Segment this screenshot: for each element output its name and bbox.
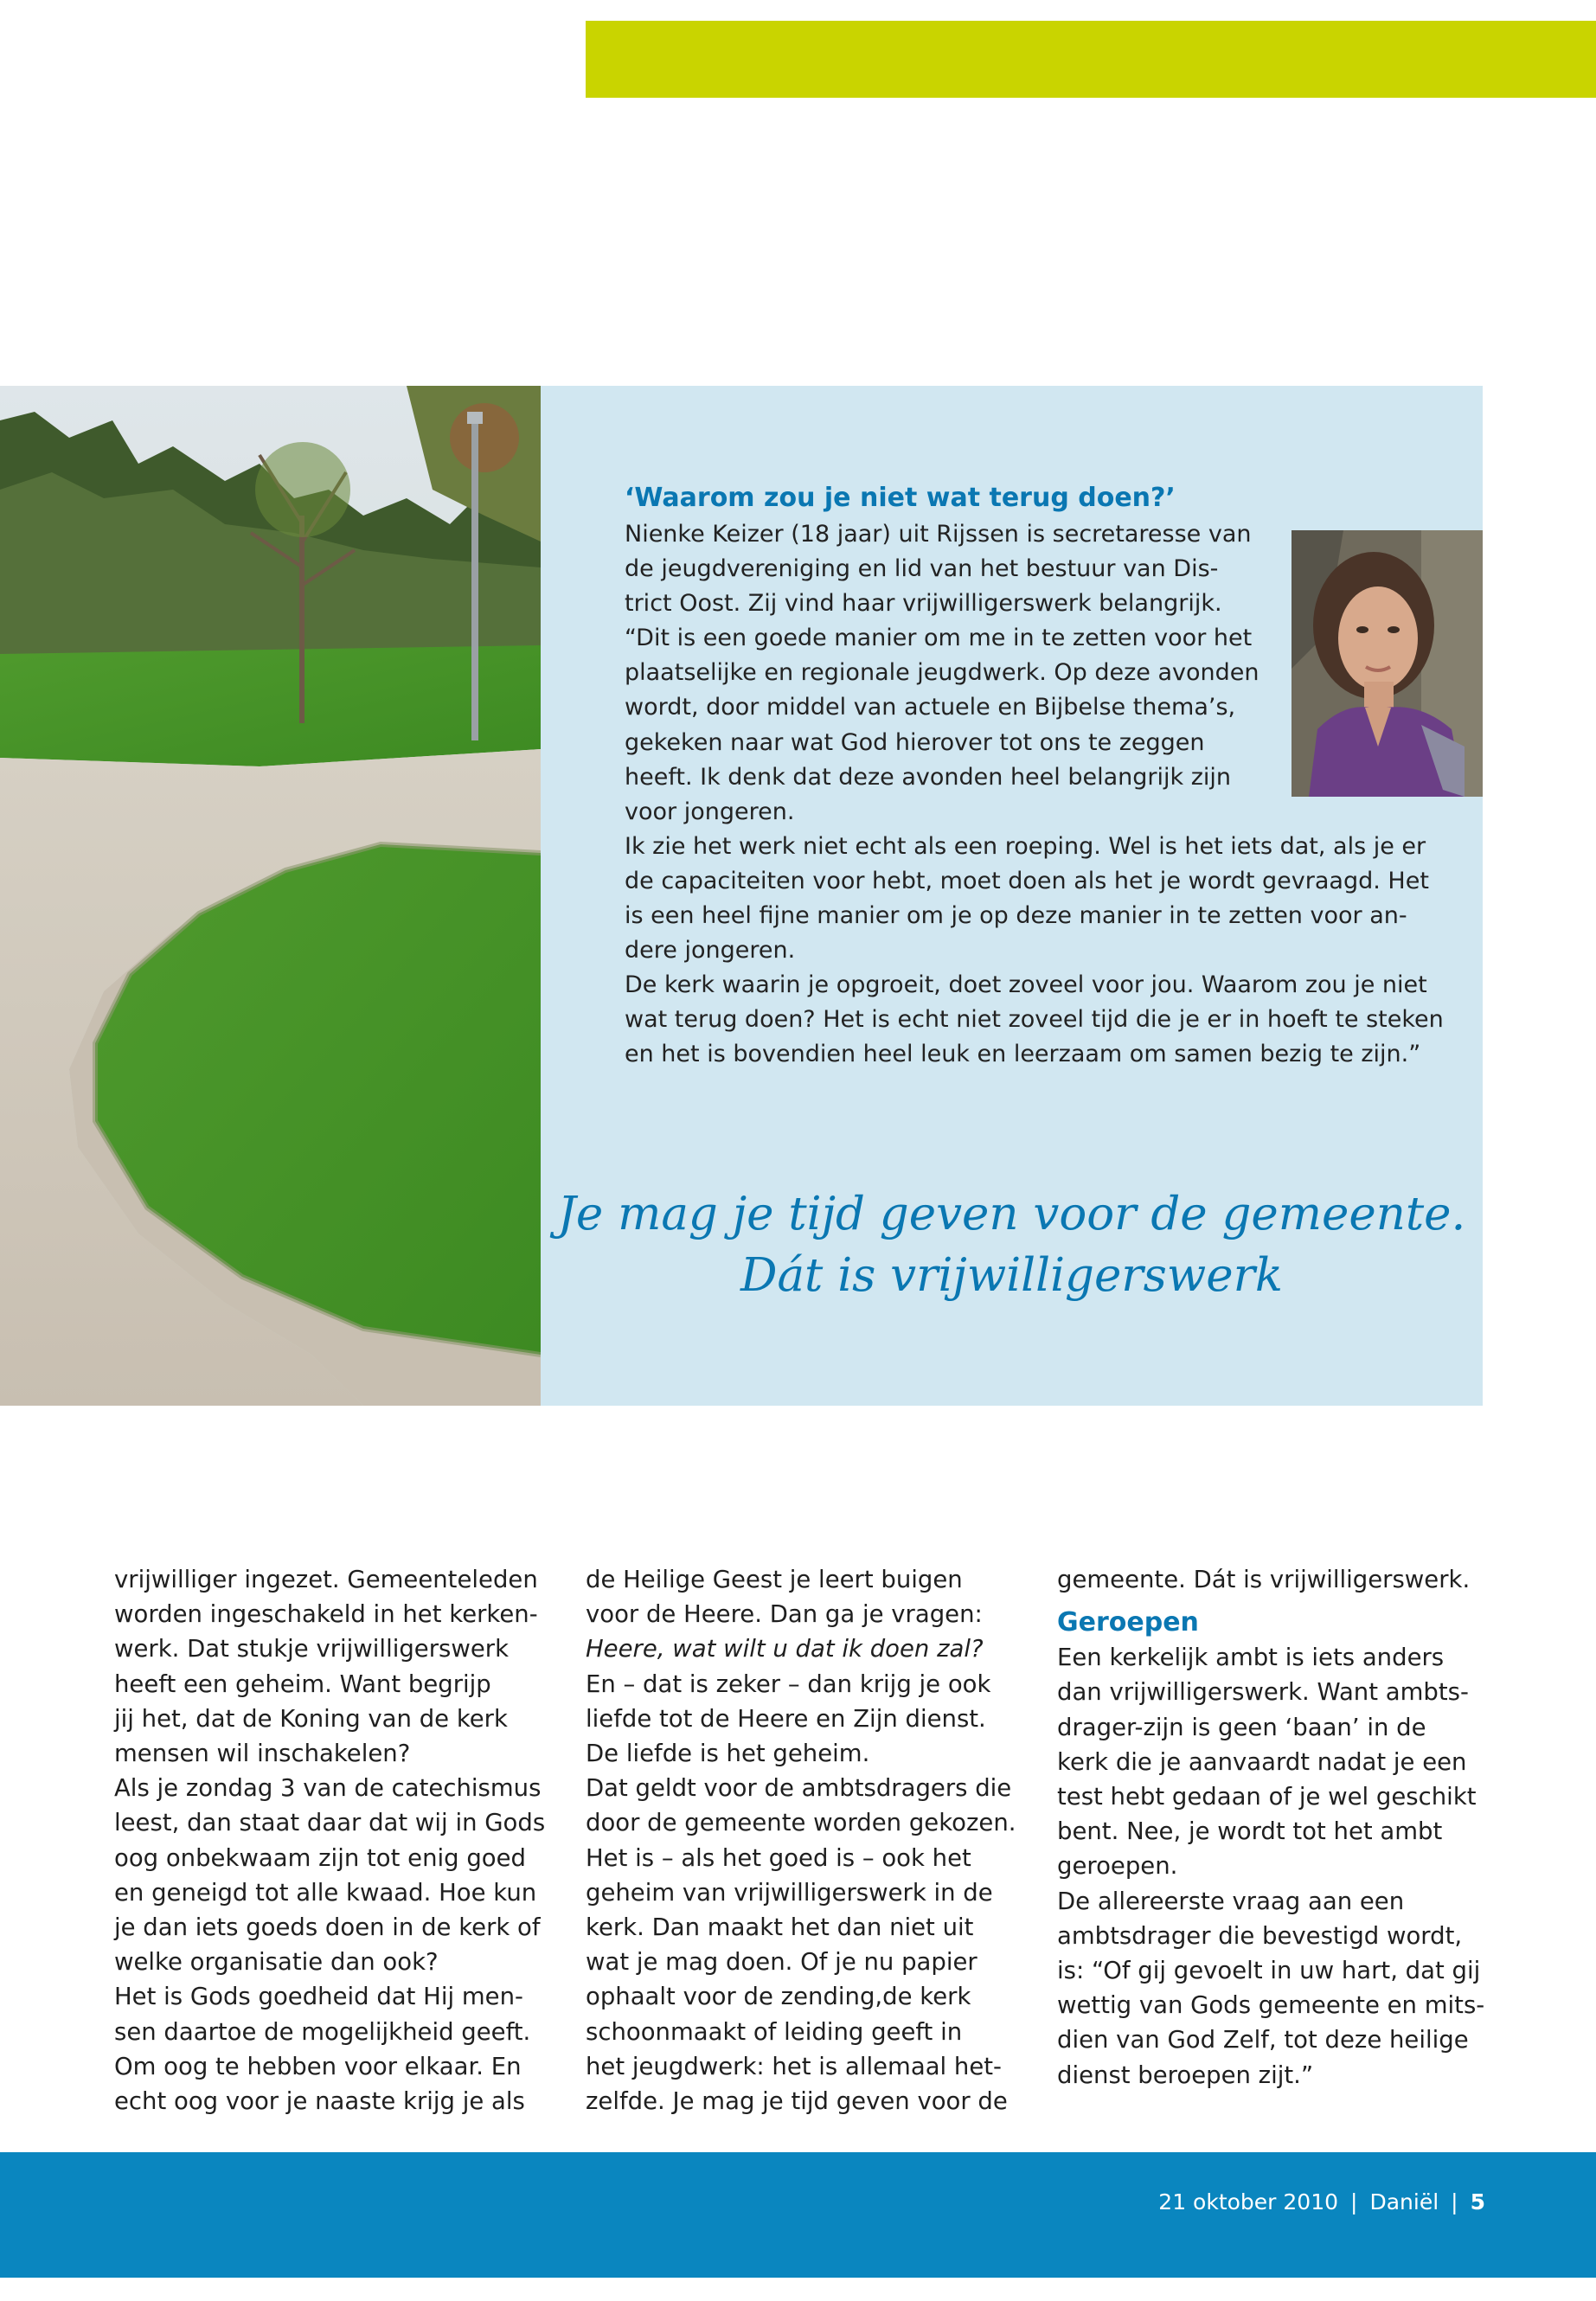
section-heading-geroepen: Geroepen (1057, 1607, 1199, 1638)
footer-separator-2: | (1451, 2189, 1458, 2214)
portrait-photo (1292, 530, 1483, 797)
article-column-3: gemeente. Dát is vrijwilligerswerk. Geroepen Een kerkelijk ambt is iets anders dan vrijwilligerswerk. Want ambts- drager-zijn is geen ‘baan’ in de kerk die je aanvaardt nadat je een test hebt gedaan of je wel geschikt bent. Nee, je wordt tot het ambt geroepen. De allereerste vraag aan een ambtsdrager die bevestigd wordt, is: “Of gij gevoelt in uw hart, dat gij wettig van Gods gemeente en mits- dien van God Zelf, tot deze heilige dienst beroepen zijt.” (1057, 1566, 1485, 2089)
article-column-1: vrijwilliger ingezet. Gemeenteleden worden ingeschakeld in het kerken- werk. Dat stukje vrijwilligerswerk heeft een geheim. Want begrijp jij het, dat de Koning van de kerk mensen wil inschakelen? Als je zondag 3 van de catechismus leest, dan staat daar dat wij in Gods oog onbekwaam zijn tot enig goed en geneigd tot alle kwaad. Hoe kun je dan iets goeds doen in de kerk of welke organisatie dan ook? Het is Gods goedheid dat Hij men- sen daartoe de mogelijkheid geeft. Om oog te hebben voor elkaar. En echt oog voor je naaste krijg je als (114, 1566, 546, 2116)
footer-separator: | (1350, 2189, 1358, 2214)
article-column-2: de Heilige Geest je leert buigen voor de Heere. Dan ga je vragen: Heere, wat wilt u dat ik doen zal? En – dat is zeker – dan krijg je ook liefde tot de Heere en Zijn dienst. De liefde is het geheim. Dat geldt voor de ambtsdragers die door de gemeente worden gekozen. Het is – als het goed is – ook het geheim van vrijwilligerswerk in de kerk. Dan maakt het dan niet uit wat je mag doen. Of je nu papier ophaalt voor de zending,de kerk schoonmaakt of leiding geeft in het jeugdwerk: het is allemaal het- zelfde. Je mag je tijd geven voor de (586, 1566, 1016, 2116)
italic-question: Heere, wat wilt u dat ik doen zal? (586, 1635, 984, 1663)
park-path-illustration (0, 386, 541, 1406)
park-path-photo (0, 386, 541, 1406)
interview-title: ‘Waarom zou je niet wat terug doen?’ (625, 483, 1176, 513)
footer-magazine: Daniël (1369, 2189, 1439, 2214)
interview-text: Nienke Keizer (18 jaar) uit Rijssen is secretaresse van de jeugdvereniging en lid van het bestuur van Dis- trict Oost. Zij vind haar vrijwilligerswerk belangrijk. “Dit is een goede manier om me in te zetten voor het plaatselijke en regionale jeugdwerk. Op deze avonden wordt, door middel van actuele en Bijbelse thema’s, gekeken naar wat God hierover tot ons te zeggen heeft. Ik denk dat deze avonden heel belangrijk zijn voor jongeren. Ik zie het werk niet echt als een roeping. Wel is het iets dat, als je er de capaciteiten voor hebt, moet doen als het je wordt gevraagd. Het is een heel fijne manier om je op deze manier in te zetten voor an- dere jongeren. De kerk waarin je opgroeit, doet zoveel voor jou. Waarom zou je niet wat terug doen? Het is echt niet zoveel tijd die je er in hoeft te steken en het is bovendien heel leuk en leerzaam om samen bezig te zijn.” (625, 521, 1444, 1068)
top-accent-bar (586, 21, 1596, 98)
footer-info (1158, 2185, 1485, 2220)
pull-quote-line-1: Je mag je tijd geven voor de gemeente. (557, 1188, 1466, 1240)
page-number: 5 (1470, 2189, 1485, 2214)
pull-quote (541, 1183, 1483, 1306)
footer-date: 21 oktober 2010 (1158, 2189, 1339, 2214)
portrait-illustration (1292, 530, 1483, 797)
pull-quote-line-2: Dát is vrijwilligerswerk (740, 1249, 1284, 1302)
